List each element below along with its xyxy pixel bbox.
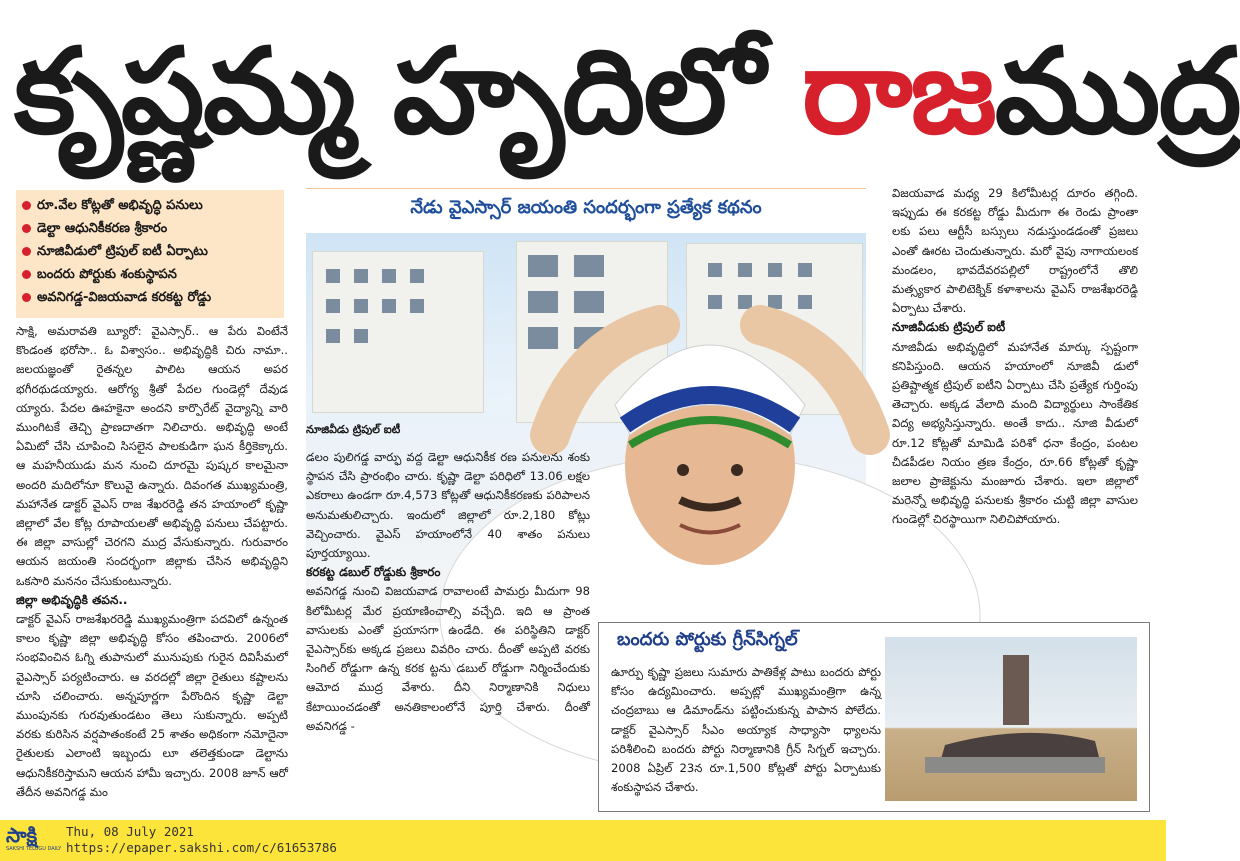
highlight-item bbox=[22, 217, 278, 240]
footer-text bbox=[66, 824, 337, 856]
article-column-3 bbox=[892, 184, 1138, 620]
port-sidebar-box bbox=[598, 622, 1150, 812]
highlight-text: రూ.వేల కోట్లతో అభివృద్ధి పనులు bbox=[37, 198, 203, 213]
headline-red-part: రాజ bbox=[801, 22, 995, 160]
logo-subtext: SAKSHI TELUGU DAILY bbox=[6, 846, 62, 852]
bullet-dot-icon bbox=[22, 247, 31, 256]
headline-part1: కృష్ణమ్మ హృదిలో bbox=[14, 22, 802, 160]
headline-part2: ముద్ర bbox=[994, 22, 1240, 160]
section-subheading: నూజివీడుకు ట్రిపుల్ ఐటీ bbox=[892, 320, 1006, 335]
highlight-text: అవనిగడ్డ-విజయవాడ కరకట్ట రోడ్డు bbox=[37, 290, 212, 305]
article-paragraph: సాక్షి, అమరావతి బ్యూరో: వైఎస్సార్.. ఆ పేరు వింటేనే కొండంత భరోసా.. ఓ విశ్వాసం.. అభివృద్ధికి చిరు నామా.. జలయజ్ఞంతో రైతన్నల పాలిట ఆయన అపర భగీరథుడయ్యారు. ఆరోగ్య శ్రీతో పేదల గుండెల్లో దేవుడ య్యారు. పేదల ఊహకైనా అందని కార్పొరేట్ వైద్యాన్ని వారి ముంగిటకే తెచ్చి ప్రాణదాతగా నిలిచారు. అభివృద్ధి అంటే ఏమిటో చేసి చూపించి సిసలైన పాలకుడిగా ఘన కీర్తికెక్కారు. ఆ మహనీయుడు మన నుంచి దూరమై పుష్కర కాలమైనా అందరి మదిలోనూ కొలువై ఉన్నారు. దివంగత ముఖ్యమంత్రి, మహానేత డాక్టర్ వైఎస్ రాజ శేఖరరెడ్డి తన హయాంలో కృష్ణా జిల్లాలో వేల కోట్ల రూపాయలతో అభివృద్ధి పనులు చేపట్టారు. ఈ జిల్లా వాసుల్లో చెరగని ముద్ర వేసుకున్నారు. గురువారం ఆయన జయంతి సందర్భంగా జిల్లాకు చేసిన అభివృద్ధిని ఒకసారి మననం చేసుకుంటున్నారు. bbox=[16, 324, 288, 588]
photo-caption: నూజివీడు ట్రిపుల్ ఐటీ bbox=[306, 423, 401, 436]
headline bbox=[14, 6, 1240, 176]
bullet-dot-icon bbox=[22, 293, 31, 302]
port-monument-photo bbox=[885, 637, 1137, 801]
edition-date: Thu, 08 July 2021 bbox=[66, 824, 194, 839]
port-box-body: ఉూర్పు కృష్ణా ప్రజలు సుమారు పాతికేళ్ల పాటు బందరు పోర్టు కోసం ఉద్యమించారు. అప్పట్లో ముఖ్యమంత్రిగా ఉన్న చంద్రబాబు ఆ డిమాండ్‌ను పట్టించుకున్న పాపాన పోలేదు. డాక్టర్ వైఎస్సార్ సీఎం అయ్యాక సాధ్యాసా ధ్యాలను పరిశీలించి బందరు పోర్టు నిర్మాణానికి గ్రీన్ సిగ్నల్ ఇచ్చారు. 2008 ఏప్రిల్ 23న రూ.1,500 కోట్లతో పోర్టు ఏర్పాటుకు శంకుస్థాపన చేశారు. bbox=[611, 665, 881, 795]
section-subheading: కరకట్ట డబుల్ రోడ్డుకు శ్రీకారం bbox=[306, 565, 441, 580]
highlight-item bbox=[22, 194, 278, 217]
article-paragraph: డాక్టర్ వైఎస్ రాజశేఖరరెడ్డి ముఖ్యమంత్రిగా పదవిలో ఉన్నంత కాలం కృష్ణా జిల్లా అభివృద్ధి కోసం తపించారు. 2006లో సంభవించిన ఓగ్ని తుపానులో మునుపుకు గురైన దివిసీమలో వైఎస్సార్ పర్యటించారు. ఆ వరదల్లో జిల్లా రైతులు కష్టాలను చూసి చలించారు. అన్నపూర్ణగా పేరొందిన కృష్ణా డెల్టా ముంపునకు గురవుతుండటం తెలు సుకున్నారు. అప్పటి వరకు కురిసిన వర్షపాతంకంటే 25 శాతం అధికంగా నమోదైనా రైతులకు ఎలాంటి ఇబ్బందు లూ తలెత్తకుండా డెల్టాను ఆధునికీకరిస్తామని ఆయన హామీ ఇచ్చారు. 2008 జూన్ ఆరో తేదీన అవనిగడ్డ మం bbox=[16, 612, 288, 799]
monument-icon bbox=[885, 637, 1137, 801]
highlights-box bbox=[16, 190, 284, 318]
highlight-text: నూజివీడులో ట్రిపుల్ ఐటీ ఏర్పాటు bbox=[37, 244, 208, 259]
article-column-2 bbox=[306, 448, 590, 818]
article-paragraph: నూజివీడు అభివృద్ధిలో మహానేత మార్కు స్పష్టంగా కనిపిస్తుంది. ఆయన హయాంలో నూజివీ డులో ప్రతిష్టాత్మక ట్రిపుల్ ఐటీని ఏర్పాటు చేసి ప్రత్యేక గుర్తింపు తెచ్చారు. అక్కడ వేలాది మంది విద్యార్థులు సాంకేతిక విద్య అభ్యసిస్తున్నారు. అంతే కాదు.. నూజి వీడులో రూ.12 కోట్లతో మామిడి పరిశో ధనా కేంద్రం, పంటల చీడపీడల నియం త్రణ కేంద్రం, రూ.66 కోట్లతో కృష్ణా జలాల ప్రాజెక్టును మంజూరు చేశారు. ఇలా జిల్లాలో మరెన్నో అభివృద్ధి పనులకు శ్రీకారం చుట్టి జిల్లా వాసుల గుండెల్లో చిరస్థాయిగా నిలిచిపోయారు. bbox=[892, 339, 1138, 527]
highlight-text: డెల్టా ఆధునికీకరణ శ్రీకారం bbox=[37, 221, 168, 236]
highlight-item bbox=[22, 263, 278, 286]
article-column-1 bbox=[16, 322, 288, 818]
port-box-title: బందరు పోర్టుకు గ్రీన్‌సిగ్నల్ bbox=[617, 629, 798, 650]
sakshi-logo bbox=[6, 824, 62, 858]
article-subtitle: నేడు వైఎస్సార్ జయంతి సందర్భంగా ప్రత్యేక కథనం bbox=[306, 188, 866, 229]
article-paragraph: డలం పులిగడ్డ వార్ఫు వద్ద డెల్టా ఆధునికీక రణ పనులను శంకు స్థాపన చేసి ప్రారంభిం చారు. కృష్ణా డెల్టా పరిధిలో 13.06 లక్షల ఎకరాలు ఉండగా రూ.4,573 కోట్లతో ఆధునికీకరణకు పరిపాలన అనుమతులిచ్చారు. ఇందులో జిల్లాలో రూ.2,180 కోట్లు వెచ్చించారు. వైఎస్ హయాంలోనే 40 శాతం పనులు పూర్తయ్యాయి. bbox=[306, 450, 590, 561]
bullet-dot-icon bbox=[22, 224, 31, 233]
epaper-url[interactable]: https://epaper.sakshi.com/c/61653786 bbox=[66, 840, 337, 855]
bullet-dot-icon bbox=[22, 201, 31, 210]
highlight-item bbox=[22, 286, 278, 309]
article-paragraph: విజయవాడ మధ్య 29 కిలోమీటర్ల దూరం తగ్గింది. ఇప్పుడు ఈ కరకట్ట రోడ్డు మీదుగా ఈ రెండు ప్రాంతా లకు పలు ఆర్టీసీ బస్సులు నడుస్తుండడంతో ప్రజలు ఎంతో ఊరట చెందుతున్నారు. మరో వైపు నాగాయలంక మండలం, భావదేవరపల్లిలో రాష్ట్రంలోనే తొలి మత్స్యకార పాలిటెక్నిక్ కళాశాలను వైఎస్ రాజశేఖరరెడ్డి ఏర్పాటు చేశారు. bbox=[892, 186, 1138, 316]
highlight-item bbox=[22, 240, 278, 263]
logo-text: సాక్షి bbox=[6, 823, 38, 847]
footer-bar bbox=[0, 820, 1166, 861]
article-paragraph: అవనిగడ్డ నుంచి విజయవాడ రావాలంటే పామర్రు మీదుగా 98 కిలోమీటర్ల మేర ప్రయాణించాల్సి వచ్చేది. ఇది ఆ ప్రాంత వాసులకు ఎంతో ప్రయాసగా ఉండేది. ఈ పరిస్థితిని డాక్టర్ వైఎస్సార్‌కు అక్కడ ప్రజలు వివరిం చారు. దీంతో అప్పటి వరకు సింగిల్ రోడ్డుగా ఉన్న కరక ట్టను డబుల్ రోడ్డుగా నిర్మించేందుకు ఆమోద ముద్ర వేశారు. దీని నిర్మాణానికి నిధులు కేటాయించడంతో అనతికాలంలోనే పూర్తి చేశారు. దీంతో అవనిగడ్డ - bbox=[306, 584, 590, 733]
highlight-text: బందరు పోర్టుకు శంకుస్థాపన bbox=[37, 267, 177, 282]
section-subheading: జిల్లా అభివృద్ధికి తపన.. bbox=[16, 592, 128, 607]
bullet-dot-icon bbox=[22, 270, 31, 279]
